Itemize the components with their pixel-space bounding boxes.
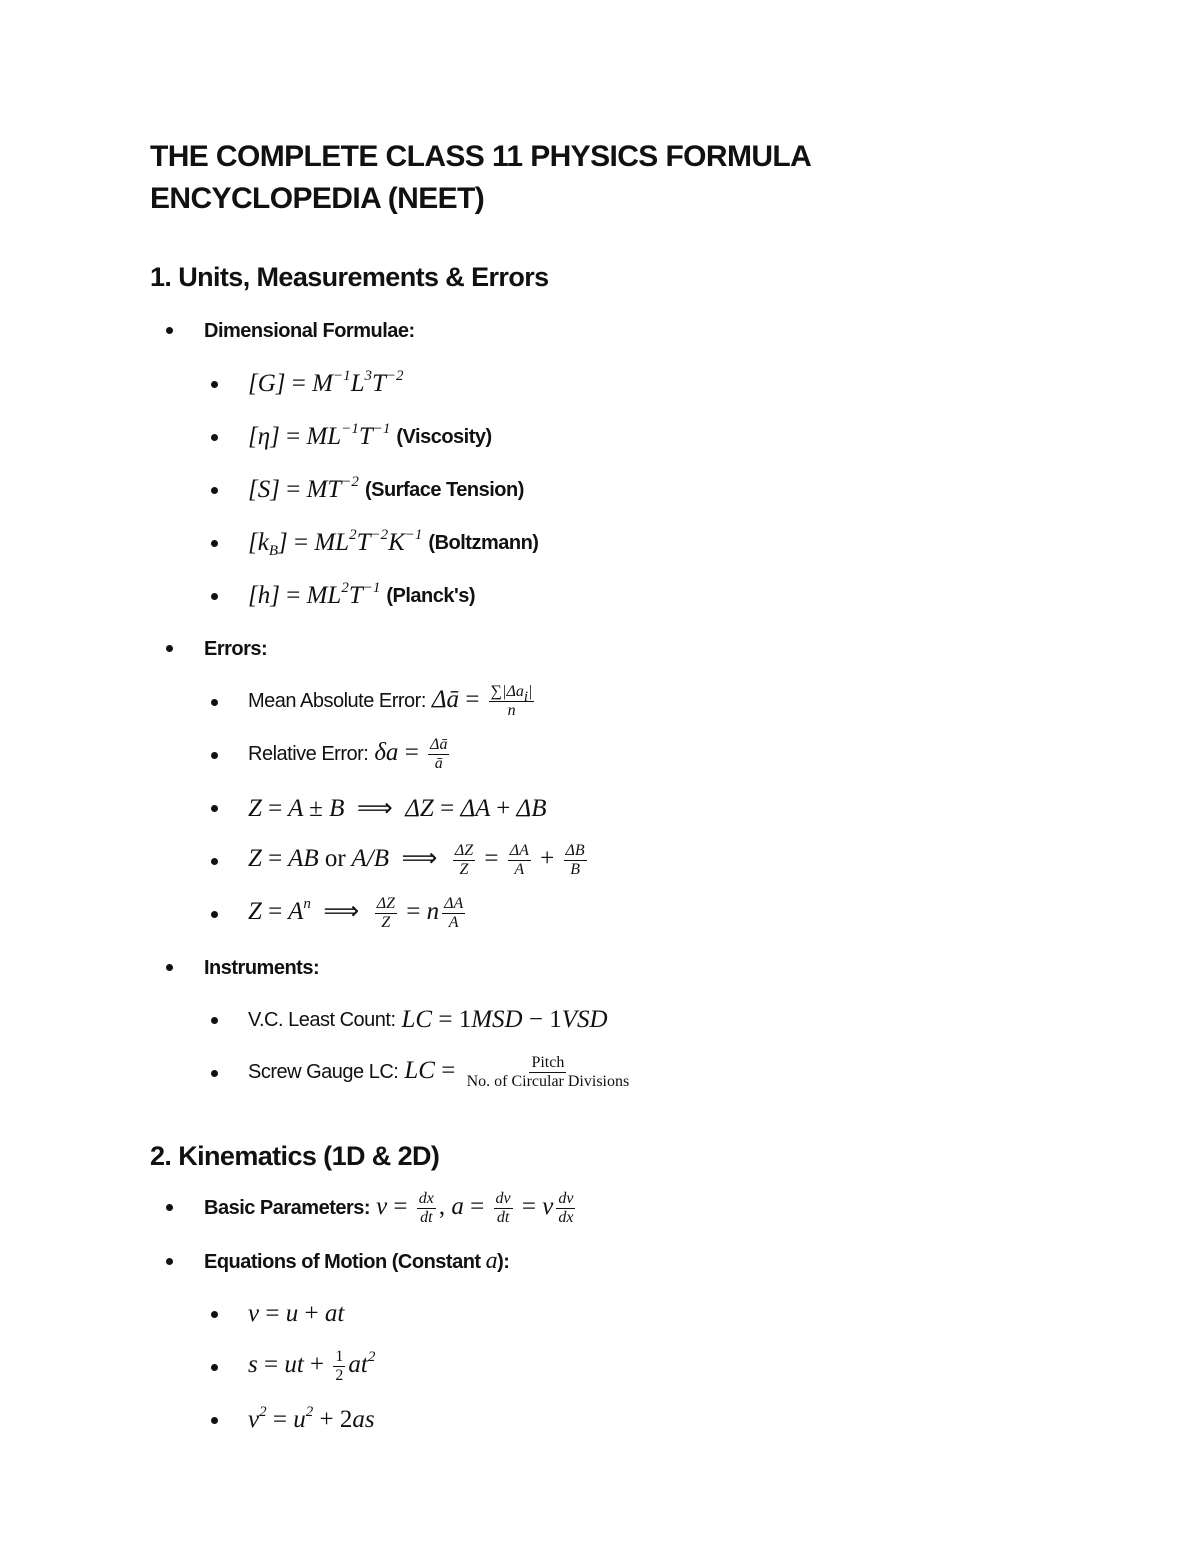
bullet — [166, 964, 173, 971]
group-label: Basic Parameters: — [204, 1196, 371, 1219]
list-item — [248, 578, 475, 614]
formula-surface-tension: $[S] = MT^{-2}$ — [248, 474, 359, 503]
group-label: Errors: — [204, 637, 268, 660]
document-title — [150, 136, 1070, 220]
list-item — [248, 419, 492, 455]
item-label: V.C. Least Count: — [248, 1008, 396, 1031]
bullet — [211, 487, 218, 494]
formula-screw-gauge-least-count: LC = Pitch No. of Circular Divisions — [404, 1053, 630, 1090]
bullet — [166, 1204, 173, 1211]
formula-note: (Planck's) — [386, 584, 476, 607]
item-label: Mean Absolute Error: — [248, 689, 426, 712]
formula-third-equation: $v^2 = u^2 + 2as$ — [248, 1404, 375, 1433]
bullet — [211, 1017, 218, 1024]
bullet — [211, 540, 218, 547]
formula-viscosity: $[\eta] = ML^{-1}T^{-1}$ — [248, 421, 391, 450]
list-item — [248, 1049, 634, 1095]
bullet — [166, 327, 173, 334]
formula-note: (Boltzmann) — [428, 531, 539, 554]
list-item-dimensional-formulae — [204, 316, 415, 346]
formula-note: (Surface Tension) — [364, 478, 524, 501]
list-item — [248, 366, 404, 402]
bullet — [211, 911, 218, 918]
list-item — [248, 1296, 344, 1332]
formula-boltzmann: $[k_B] = ML^2T^{-2}K^{-1}$ — [248, 527, 423, 559]
formula-sum-difference-error: Z = A ± B ⟹ ΔZ = ΔA + ΔB — [248, 795, 547, 822]
section-2-heading: 2. Kinematics (1D & 2D) — [150, 1141, 440, 1171]
formula-power-error: $Z = A^n$ ⟹ $\frac{\Delta Z}{Z}$ = n $\frac{\Delta A}{A}$ — [248, 894, 464, 931]
bullet — [211, 858, 218, 865]
formula-mean-absolute-error: Δā = $\sum|\Delta a_i|$ n — [431, 682, 533, 719]
formula-second-equation: s = ut + $\frac{1}{2}$ $at^2$ — [248, 1347, 376, 1384]
section-1-heading: 1. Units, Measurements & Errors — [150, 262, 549, 292]
bullet — [211, 752, 218, 759]
list-item — [248, 472, 524, 508]
bullet — [166, 645, 173, 652]
list-item-instruments — [204, 953, 319, 983]
bullet — [211, 1364, 218, 1371]
list-item-equations-of-motion — [204, 1244, 509, 1278]
item-label: Screw Gauge LC: — [248, 1060, 399, 1083]
bullet — [211, 381, 218, 388]
formula-first-equation: v = u + at — [248, 1300, 345, 1327]
document-title-line-2: ENCYCLOPEDIA (NEET) — [150, 182, 485, 215]
bullet — [211, 1417, 218, 1424]
list-item — [248, 837, 590, 883]
bullet — [211, 1311, 218, 1318]
formula-product-quotient-error: Z = AB or A/B ⟹ $\frac{\Delta Z}{Z}$ = $\frac{\Delta A}{A}$ + $\frac{\Delta B}{B}$ — [248, 841, 585, 878]
group-label: Dimensional Formulae: — [204, 319, 415, 342]
formula-basic-parameters: v = $\frac{dx}{dt}$ , a = $\frac{dv}{dt}$ = v $\frac{dv}{dx}$ — [376, 1189, 574, 1226]
bullet — [211, 805, 218, 812]
bullet — [211, 1070, 218, 1077]
list-item-basic-parameters — [204, 1185, 578, 1231]
bullet — [166, 1258, 173, 1265]
group-label: Instruments: — [204, 956, 320, 979]
math-variable-a: a — [485, 1247, 498, 1274]
list-item — [248, 1343, 375, 1389]
list-item — [248, 1002, 608, 1038]
document-title-line-1: THE COMPLETE CLASS 11 PHYSICS FORMULA — [150, 140, 812, 173]
formula-relative-error: δa = $\frac{\Delta ā}{ā}$ — [374, 735, 448, 772]
formula-note: (Viscosity) — [396, 425, 492, 448]
bullet — [211, 699, 218, 706]
bullet — [211, 434, 218, 441]
formula-G: $[G] = M^{-1}L^3T^{-2}$ — [248, 368, 404, 397]
list-item — [248, 731, 452, 777]
item-label: Relative Error: — [248, 742, 369, 765]
list-item — [248, 890, 468, 936]
list-item — [248, 1402, 375, 1438]
list-item — [248, 790, 547, 826]
group-label: Equations of Motion (Constant a): — [204, 1247, 510, 1274]
formula-vernier-least-count: LC = 1MSD − 1VSD — [401, 1006, 608, 1033]
formula-planck: $[h] = ML^2T^{-1}$ — [248, 580, 381, 609]
list-item-errors — [204, 634, 267, 664]
list-item — [248, 678, 537, 724]
list-item — [248, 525, 538, 561]
bullet — [211, 593, 218, 600]
